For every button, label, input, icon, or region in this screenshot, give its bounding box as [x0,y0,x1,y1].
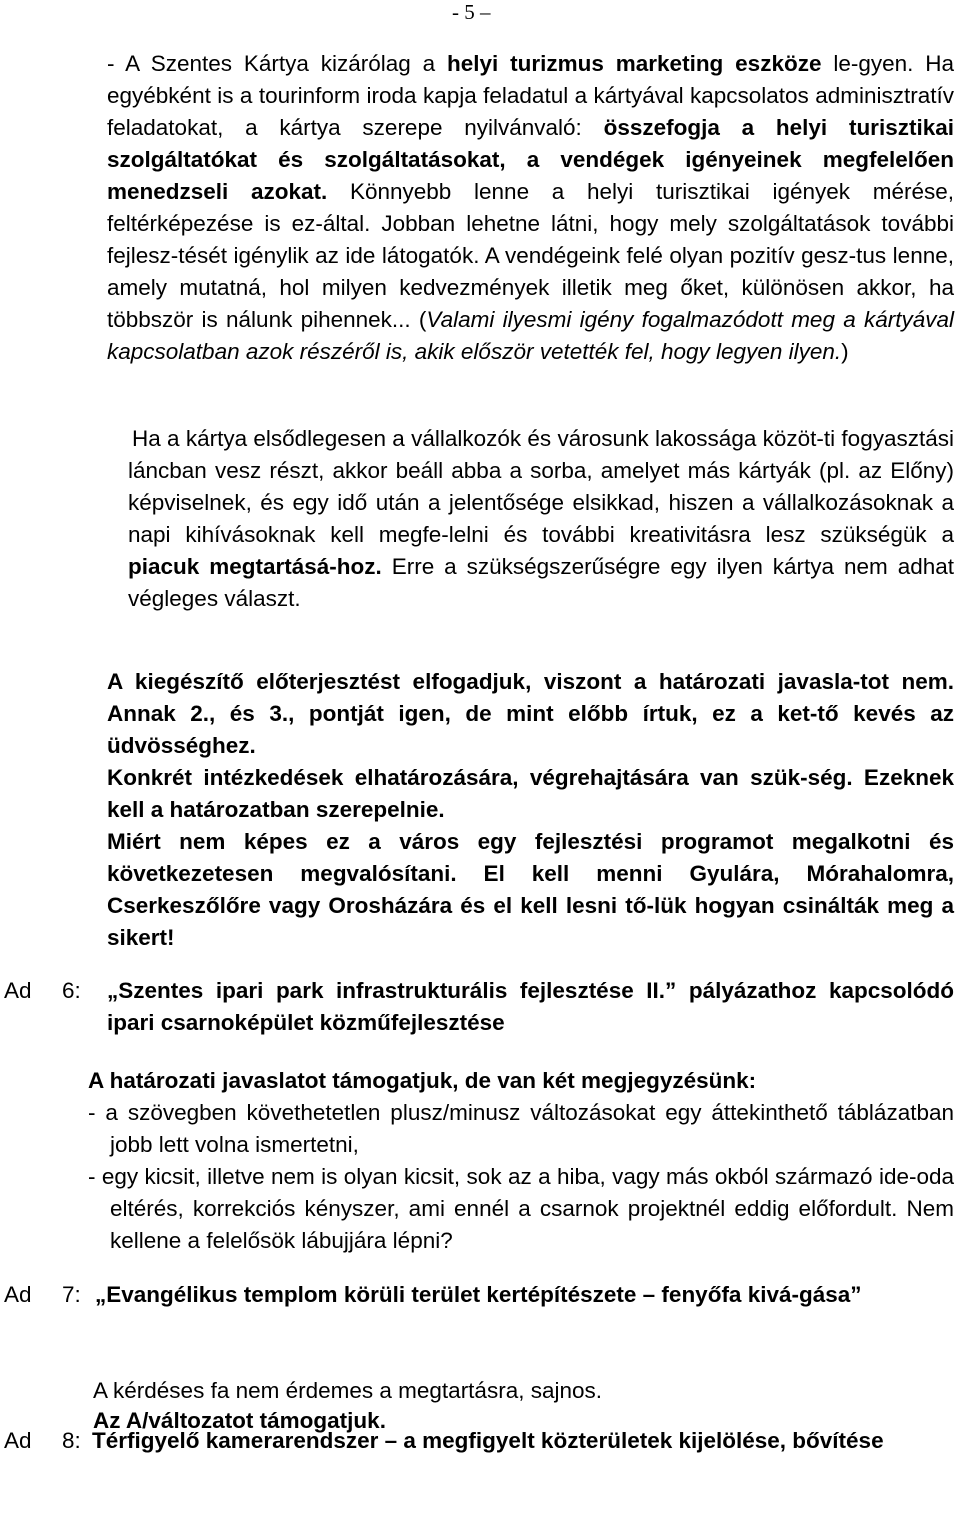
ad7-number: 7: [62,1282,81,1307]
bold-conclusion-block [107,666,954,954]
para1-text-4: ) [841,339,849,364]
ad6-label: Ad [4,978,32,1003]
page-number: - 5 – [452,0,491,24]
para1-bold-1: helyi turizmus marketing eszköze [447,51,822,76]
ad6-intro: A határozati javaslatot támogatjuk, de van két megjegyzésünk: [88,1068,757,1093]
conclusion-1: A kiegészítő előterjesztést elfogadjuk, viszont a határozati javasla-tot nem. Annak 2., és 3., pontját igen, de mint előbb írtuk, ez a ket-tő kevés az üdvösséghez. [107,669,954,758]
para2-text-2: Erre a szükségszerűségre egy ilyen kártya nem adhat végleges választ. [128,554,954,611]
para2-bold-1: piacuk megtartásá-hoz. [128,554,382,579]
ad6-item-1-text: - a szövegben követhetetlen plusz/minusz változásokat egy áttekinthető táblázatban jobb lett volna ismertetni, [88,1100,954,1157]
ad8-number: 8: [62,1428,81,1453]
conclusion-2: Konkrét intézkedések elhatározására, végrehajtására van szük-ség. Ezeknek kell a határozatban szerepelnie. [107,765,954,822]
ad7-title: „Evangélikus templom körüli terület kertépítészete – fenyőfa kivá-gása” [95,1282,862,1307]
ad6-title: „Szentes ipari park infrastrukturális fejlesztése II.” pályázathoz kapcsolódó ipari csarnoképület közműfejlesztése [107,978,954,1035]
para1-bold-2: összefogja a helyi turisztikai szolgáltatókat és szolgáltatásokat, a vendégek igényeinek megfelelően menedzseli azokat. [107,115,954,204]
conclusion-3: Miért nem képes ez a város egy fejlesztési programot megalkotni és következetesen megvalósítani. El kell menni Gyulára, Mórahalomra, Cserkeszőlőre vagy Orosházára és el kell lesni tő-lük hogyan csinálták meg a sikert! [107,829,954,950]
para1-text-3: Könnyebb lenne a helyi turisztikai igények mérése, feltérképezése is ez-által. Jobban lehetne látni, hogy mely szolgáltatások további fejlesz-tését igénylik az ide látogatók. A vendégeink felé olyan pozitív gesz-tus lenne, amely mutatná, hol milyen kedvezmények illetik meg őket, különösen akkor, ha többször is nálunk pihennek... ( [107,179,954,332]
ad8-label: Ad [4,1428,32,1453]
ad8-title: Térfigyelő kamerarendszer – a megfigyelt közterületek kijelölése, bővítése [92,1428,884,1453]
para2-text-1: Ha a kártya elsődlegesen a vállalkozók és városunk lakossága közöt-ti fogyasztási láncban vesz részt, akkor beáll abba a sorba, amelyet más kártyák (pl. az Előny) képviselnek, és egy idő után a jelentősége elsikkad, hiszen a vállalkozásoknak a napi kihívásoknak kell megfe-lelni és további kreativitásra lesz szükségük a [128,426,954,547]
para1-italic: Valami ilyesmi igény fogalmazódott meg a kártyával kapcsolatban azok részéről is, akik először vetették fel, hogy legyen ilyen. [107,307,954,364]
ad6-item-2 [88,1161,954,1257]
ad6-item-2-text: - egy kicsit, illetve nem is olyan kicsit, sok az a hiba, vagy más okból származó ide-oda eltérés, korrekciós kényszer, ami ennél a csarnok projektnél eddig előfordult. Nem kellene a felelősök lábujjára lépni? [88,1164,954,1253]
ad6-number: 6: [62,978,81,1003]
ad6-item-1 [88,1097,954,1161]
ad7-text: A kérdéses fa nem érdemes a megtartásra, sajnos. [93,1378,602,1403]
paragraph-card-consumer [128,423,954,615]
para1-text-2: le-gyen. Ha egyébként is a tourinform iroda kapja feladatul a kártyával kapcsolatos adminisztratív feladatokat, a kártya szerepe nyilvánvaló: [107,51,954,140]
paragraph-card-marketing [107,48,954,368]
para1-text-1: - A Szentes Kártya kizárólag a [107,51,448,76]
ad7-label: Ad [4,1282,32,1307]
ad7-bold: Az A/változatot támogatjuk. [93,1408,386,1433]
